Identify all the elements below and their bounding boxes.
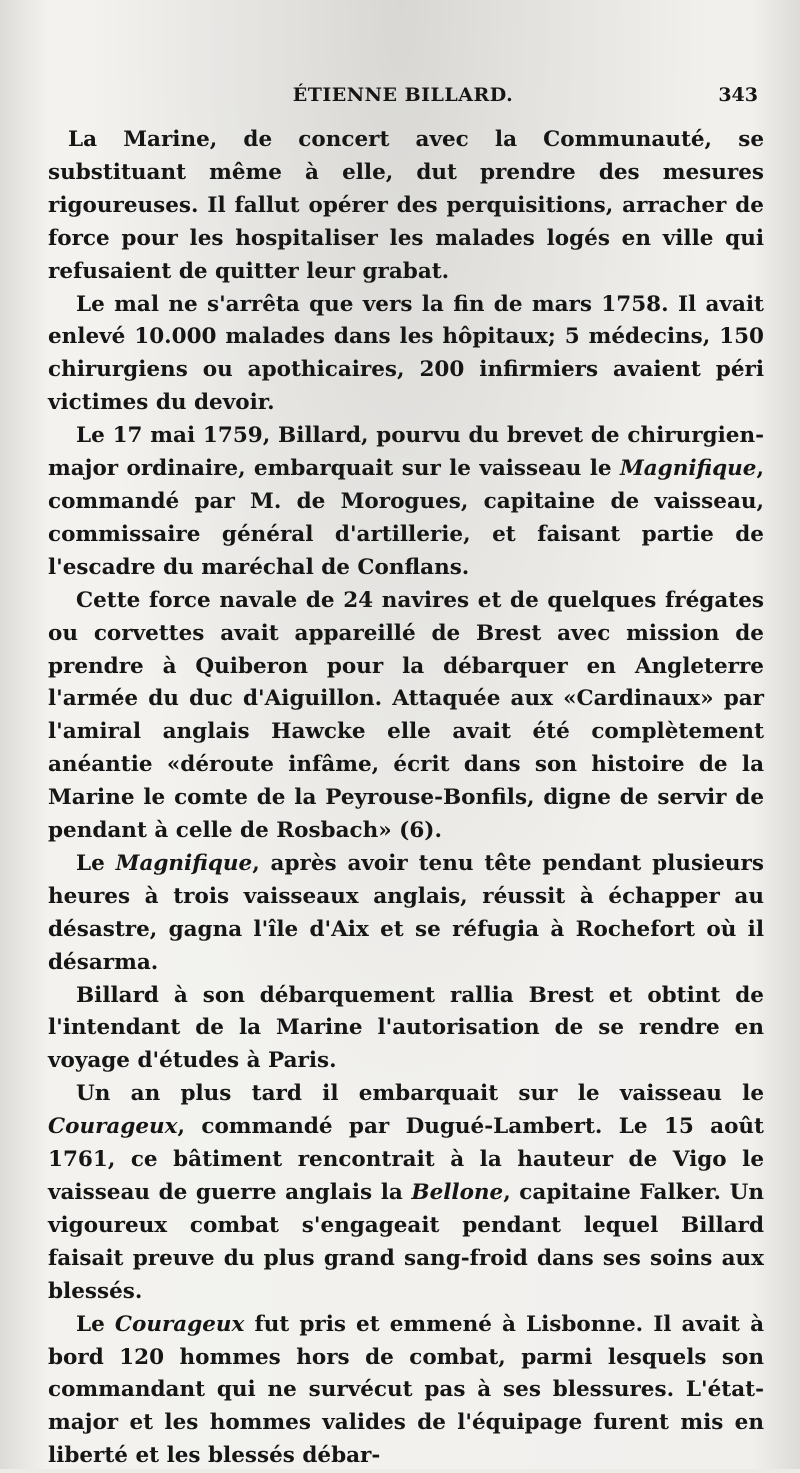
paragraph [48,585,764,848]
text-run: Cette force navale de 24 navires et de quelques frégates ou corvettes avait appareillé de Brest avec mission de prendre à Quiberon pour la débarquer en Angleterre l'armée du duc d'Aiguillon. Attaquée aux «Cardinaux» par l'amiral anglais Hawcke elle avait été complètement anéantie «déroute infâme, écrit dans son histoire de la Marine le comte de la Peyrouse-Bonfils, digne de servir de pendant à celle de Rosbach» (6). [48,587,764,844]
text-run: Le [76,850,116,876]
text-run: La Marine, de concert avec la Communauté, se substituant même à elle, dut prendre des mesures rigoureuses. Il fallut opérer des perquisitions, arracher de force pour les hospitaliser les malades logés en ville qui refusaient de quitter leur grabat. [48,127,764,284]
paragraph [48,1309,764,1473]
text-run: Un an plus tard il embarquait sur le vaisseau le [76,1081,764,1107]
body-text [48,124,764,1473]
ship-name-italic: Magnifique [115,850,253,876]
ship-name-italic: Bellone [411,1180,504,1205]
text-run: Le mal ne s'arrêta que vers la fin de mars 1758. Il avait enlevé 10.000 malades dans les hôpitaux; 5 médecins, 150 chirurgiens ou apothicaires, 200 infirmiers avaient péri victimes du devoir. [48,291,764,416]
text-run: fut pris et emmené à Lisbonne. Il avait à bord 120 hommes hors de combat, parmi lesquels son commandant qui ne survécut pas à ses blessures. L'état-major et les hommes valides de l'équipage furent mis en liberté et les blessés débar- [48,1311,764,1469]
text-run: , commandé par M. de Morogues, capitaine de vaisseau, commissaire général d'artillerie, et faisant partie de l'escadre du maréchal de Conflans. [48,456,764,580]
text-run: Le 17 mai 1759, Billard, pourvu du brevet de chirurgien-major ordinaire, embarquait sur le vaisseau le [48,423,764,482]
paragraph [48,980,764,1079]
text-run: , commandé par Dugué-Lambert. Le 15 août 1761, ce bâtiment rencontrait à la hauteur de Vigo le vaisseau de guerre anglais la [48,1114,764,1205]
text-run: Billard à son débarquement rallia Brest et obtint de l'intendant de la Marine l'autorisation de se rendre en voyage d'études à Paris. [48,982,764,1074]
running-head [48,84,758,114]
paragraph [48,124,764,289]
paragraph [48,289,764,421]
page-number: 343 [718,84,758,106]
paragraph [48,848,764,980]
text-run: , après avoir tenu tête pendant plusieurs heures à trois vaisseaux anglais, réussit à échapper au désastre, gagna l'île d'Aix et se réfugia à Rochefort où il désarma. [48,850,764,975]
ship-name-italic: Magnifique [619,456,757,482]
paragraph [48,420,764,585]
paragraph [48,1078,764,1308]
running-title: ÉTIENNE BILLARD. [292,84,514,106]
text-run: Le [76,1311,115,1337]
ship-name-italic: Courageux [114,1311,245,1337]
ship-name-italic: Courageux [48,1114,178,1140]
text-run: , capitaine Falker. Un vigoureux combat s'engageait pendant lequel Billard faisait preuve du plus grand sang-froid dans ses soins aux blessés. [48,1180,764,1304]
